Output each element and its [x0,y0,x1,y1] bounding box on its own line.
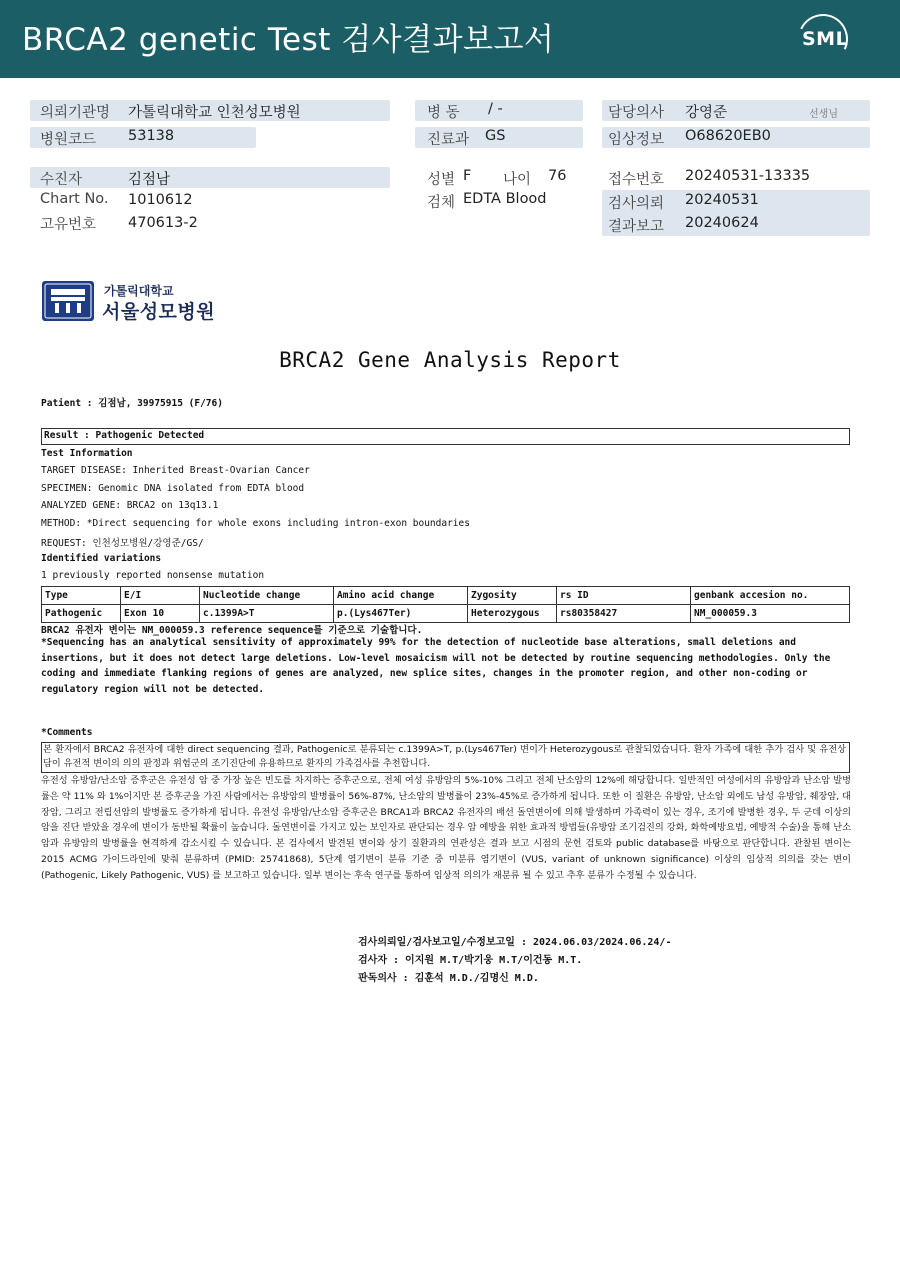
header-cell: E/I [121,587,200,605]
variant-table-header [42,587,850,605]
analyzed-gene: ANALYZED GENE: BRCA2 on 13q13.1 [41,500,219,511]
technicians: 검사자 : 이지원 M.T/박기웅 M.T/이건동 M.T. [358,955,583,966]
institution-value: 가톨릭대학교 인천성모병원 [128,105,301,121]
institution-label: 의뢰기관명 [40,105,111,121]
receipt-label: 접수번호 [608,172,665,188]
header-cell: Nucleotide change [200,587,334,605]
reference-note: BRCA2 유전자 변이는 NM_000059.3 reference sequence를 기준으로 기술합니다. [41,625,423,636]
identified-heading: Identified variations [41,553,162,564]
table-row [42,605,850,623]
doctor-value: 강영준 [685,105,728,121]
comment-boxed-text: 본 환자에서 BRCA2 유전자에 대한 direct sequencing 결과, Pathogenic로 분류되는 c.1399A>T, p.(Lys467Ter) 변이가 Heterozygous로 관찰되었습니다. 환자 가족에 대한 추가 검사 및 유전상담이 유전적 변이의 의의 판정과 위험군의 조기진단에 유용하므로 환자의 가족검사를 추천합니다. [43,744,846,769]
test-info-heading: Test Information [41,448,133,459]
hospital-code-label: 병원코드 [40,132,97,148]
header-cell: genbank accesion no. [691,587,850,605]
cell-zygosity: Heterozygous [468,605,557,623]
request-date-label: 검사의뢰 [608,196,665,212]
doctor-label: 담당의사 [608,105,665,121]
specimen-value: EDTA Blood [463,191,547,207]
variant-table [41,586,850,623]
patient-value: 김점남 [128,172,171,188]
report-dates: 검사의뢰일/검사보고일/수정보고일 : 2024.06.03/2024.06.24/- [358,937,672,948]
uid-label: 고유번호 [40,217,97,233]
target-disease: TARGET DISEASE: Inherited Breast-Ovarian Cancer [41,465,310,476]
identified-desc: 1 previously reported nonsense mutation [41,570,265,581]
report-date-value: 20240624 [685,215,759,231]
report-title: BRCA2 Gene Analysis Report [279,348,621,372]
uid-value: 470613-2 [128,215,198,231]
cell-exon: Exon 10 [121,605,200,623]
chart-label: Chart No. [40,191,109,207]
header-cell: Zygosity [468,587,557,605]
sequencing-note: *Sequencing has an analytical sensitivity of approximately 99% for the detection of nucleotide base alterations, small deletions and insertions, but it does not detect large deletions. Low-level mosaicism will not be detected by routine sequencing methodologies. Only the coding and immediate flanking regions of genes are analyzed, new splice sites, changes in the promoter region, and other non-coding or regulatory region will not be detected. [41,637,831,695]
ward-value: / - [488,101,503,117]
sex-value: F [463,168,472,184]
cell-genbank: NM_000059.3 [691,605,850,623]
header-cell: Amino acid change [334,587,468,605]
comment-body: 유전성 유방암/난소암 증후군은 유전성 암 중 가장 높은 빈도를 차지하는 증후군으로, 전체 여성 유방암의 5%-10% 그리고 전체 난소암의 12%에 해당합니다. 일반적인 여성에서의 유방암과 난소암 발병률은 약 11% 와 1%이지만 본 증후군을 가진 사람에서는 유방암의 발병률이 56%-87%, 난소암의 발병률이 23%-45%로 증가하게 됩니다. 또한 이 질환은 유방암, 난소암 외에도 남성 유방암, 췌장암, 대장암, 그리고 전립선암의 발병률도 증가하게 됩니다. 유전성 유방암/난소암 증후군은 BRCA1과 BRCA2 유전자의 배선 돌연변이에 의해 발생하며 가족력이 있는 경우, 조기에 발병한 경우, 두 군데 이상의 암을 진단 받았을 경우에 변이가 동반될 확률이 높습니다. 돌연변이를 가지고 있는 보인자로 판단되는 경우 암 예방을 위한 효과적 방법들(유방암 조기검진의 강화, 화학예방요법, 예방적 수술)을 통해 난소암과 유방암의 발병률을 현격하게 감소시킬 수 있습니다. 본 검사에서 발견된 변이와 상기 질환과의 연관성은 결과 보고 시점의 문헌 검토와 public database를 바탕으로 판단합니다. 관찰된 변이는 2015 ACMG 가이드라인에 맞춰 분류하며 (PMID: 25741868), 5단계 염기변이 분류 기준 중 미분류 염기변이 (VUS, variant of unknown significance) 이상의 임상적 의의를 갖는 변이 (Pathogenic, Likely Pathogenic, VUS) 를 보고하고 있습니다. 일부 변이는 후속 연구를 통하여 임상적 의의가 재분류 될 수 있고 추후 분류가 수정될 수 있습니다. [41,775,851,881]
patient-row [30,167,390,188]
request-line: REQUEST: 인천성모병원/강영준/GS/ [41,538,204,549]
patient-line: Patient : 김점남, 39975915 (F/76) [41,398,223,409]
report-header-title: BRCA2 genetic Test 검사결과보고서 [22,22,555,58]
request-date-value: 20240531 [685,192,759,208]
clinical-value: O68620EB0 [685,128,771,144]
hospital-logo-line1: 가톨릭대학교 [104,284,174,298]
dept-label: 진료과 [427,132,470,148]
patient-label: 수진자 [40,172,83,188]
report-date-label: 결과보고 [608,219,665,235]
sml-logo-text: SML [802,28,849,50]
specimen-label: 검체 [427,195,456,211]
chart-value: 1010612 [128,192,193,208]
clinical-label: 임상정보 [608,132,665,148]
header-bar [0,0,900,78]
doctor-suffix: 선생님 [809,109,838,120]
ward-label: 병 동 [427,105,460,121]
method-line: METHOD: *Direct sequencing for whole exons including intron-exon boundaries [41,518,470,529]
header-cell: rs ID [557,587,691,605]
hospital-code-value: 53138 [128,128,175,144]
sml-logo [798,14,850,64]
result-text: Result : Pathogenic Detected [44,430,205,441]
dept-value: GS [485,128,506,144]
cell-rsid: rs80358427 [557,605,691,623]
age-label: 나이 [503,172,532,188]
physicians: 판독의사 : 김훈석 M.D./김명신 M.D. [358,973,539,984]
cell-type: Pathogenic [42,605,121,623]
hospital-logo-line2: 서울성모병원 [102,301,216,323]
cell-amino-acid: p.(Lys467Ter) [334,605,468,623]
header-cell: Type [42,587,121,605]
specimen-line: SPECIMEN: Genomic DNA isolated from EDTA blood [41,483,305,494]
receipt-value: 20240531-13335 [685,168,811,184]
comments-heading: *Comments [41,727,93,738]
cell-nucleotide: c.1399A>T [200,605,334,623]
sex-label: 성별 [427,172,456,188]
age-value: 76 [548,168,567,184]
hospital-emblem-icon [41,280,95,322]
